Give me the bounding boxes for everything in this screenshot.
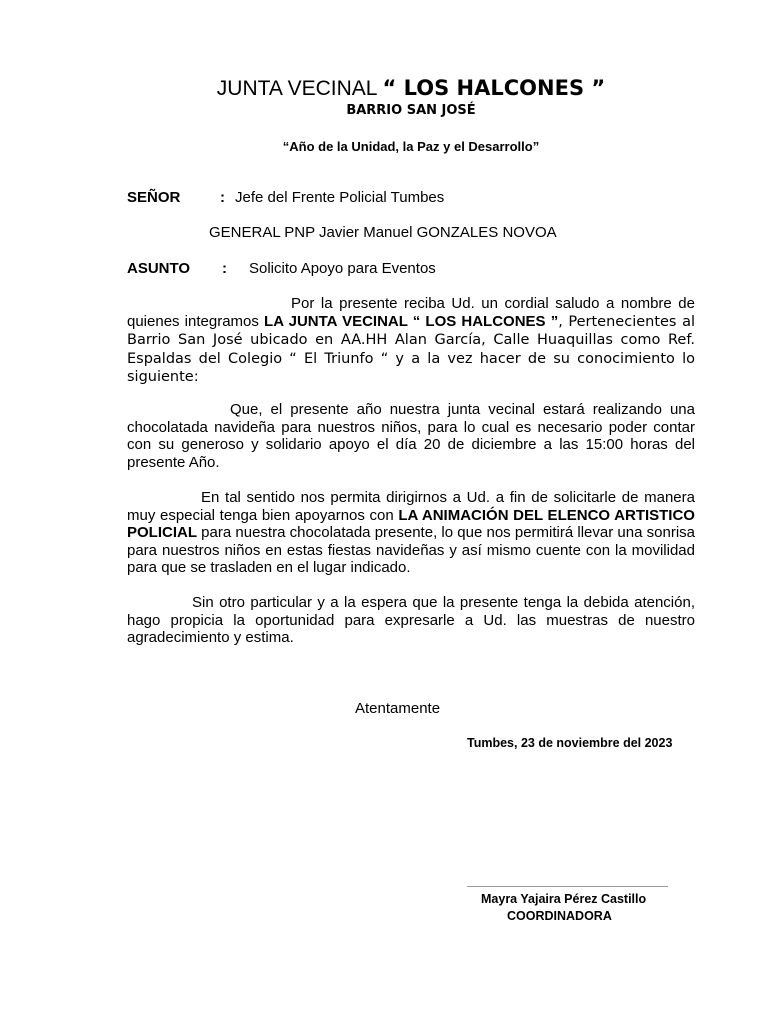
subject-colon: : (222, 260, 227, 277)
title-name: “ LOS HALCONES ” (382, 76, 606, 100)
paragraph-3-bold: LA ANIMACIÓN DEL ELENCO ARTISTICO POLICIAL (127, 506, 695, 541)
paragraph-1-text-a: Por la presente reciba Ud. un cordial saludo a nombre de quienes integramos (127, 295, 695, 330)
letter-subtitle: BARRIO SAN JOSÉ (346, 103, 476, 118)
paragraph-3-text-a: En tal sentido nos permita dirigirnos a Ud. a fin de solicitarle de manera muy especial tenga bien apoyarnos con (127, 489, 695, 524)
body-paragraph-2: Que, el presente año nuestra junta vecinal estará realizando una chocolatada navideña para nuestros niños, para lo cual es necesario poder contar con su generoso y solidario apoyo el día 20 de diciembre a las 15:00 horas del presente Año. (127, 401, 695, 471)
paragraph-1-bold: LA JUNTA VECINAL “ LOS HALCONES ” (264, 312, 559, 330)
body-paragraph-3 (127, 489, 695, 577)
recipient-name: GENERAL PNP Javier Manuel GONZALES NOVOA (209, 224, 557, 241)
letter-title (0, 74, 768, 103)
recipient-label: SEÑOR (127, 189, 181, 206)
subject-label: ASUNTO (127, 260, 191, 277)
date-line: Tumbes, 23 de noviembre del 2023 (467, 736, 673, 750)
year-motto: “Año de la Unidad, la Paz y el Desarrollo” (282, 139, 540, 154)
signer-name: Mayra Yajaira Pérez Castillo (481, 892, 647, 906)
closing-salutation: Atentamente (355, 700, 441, 717)
subject-value: Solicito Apoyo para Eventos (249, 260, 436, 277)
title-prefix: JUNTA VECINAL (216, 77, 377, 100)
paragraph-3-text-c: para nuestra chocolatada presente, lo que nos permitirá llevar una sonrisa para nuestros niños en estas fiestas navideñas y así mismo cuente con la movilidad para que se trasladen en el lugar indicado. (127, 524, 695, 576)
recipient-colon: : (220, 189, 225, 206)
signer-role: COORDINADORA (507, 909, 612, 923)
signature-line (467, 886, 668, 887)
body-paragraph-4: Sin otro particular y a la espera que la presente tenga la debida atención, hago propicia la oportunidad para expresarle a Ud. las muestras de nuestro agradecimiento y estima. (127, 594, 695, 646)
body-paragraph-1 (127, 295, 695, 387)
paragraph-1-text-c: , Pertenecientes al Barrio San José ubicado en AA.HH Alan García, Calle Huaquillas como Ref. Espaldas del Colegio “ El Triunfo “ y a la vez hacer de su conocimiento lo siguiente: (127, 313, 695, 385)
recipient-value: Jefe del Frente Policial Tumbes (235, 189, 445, 206)
